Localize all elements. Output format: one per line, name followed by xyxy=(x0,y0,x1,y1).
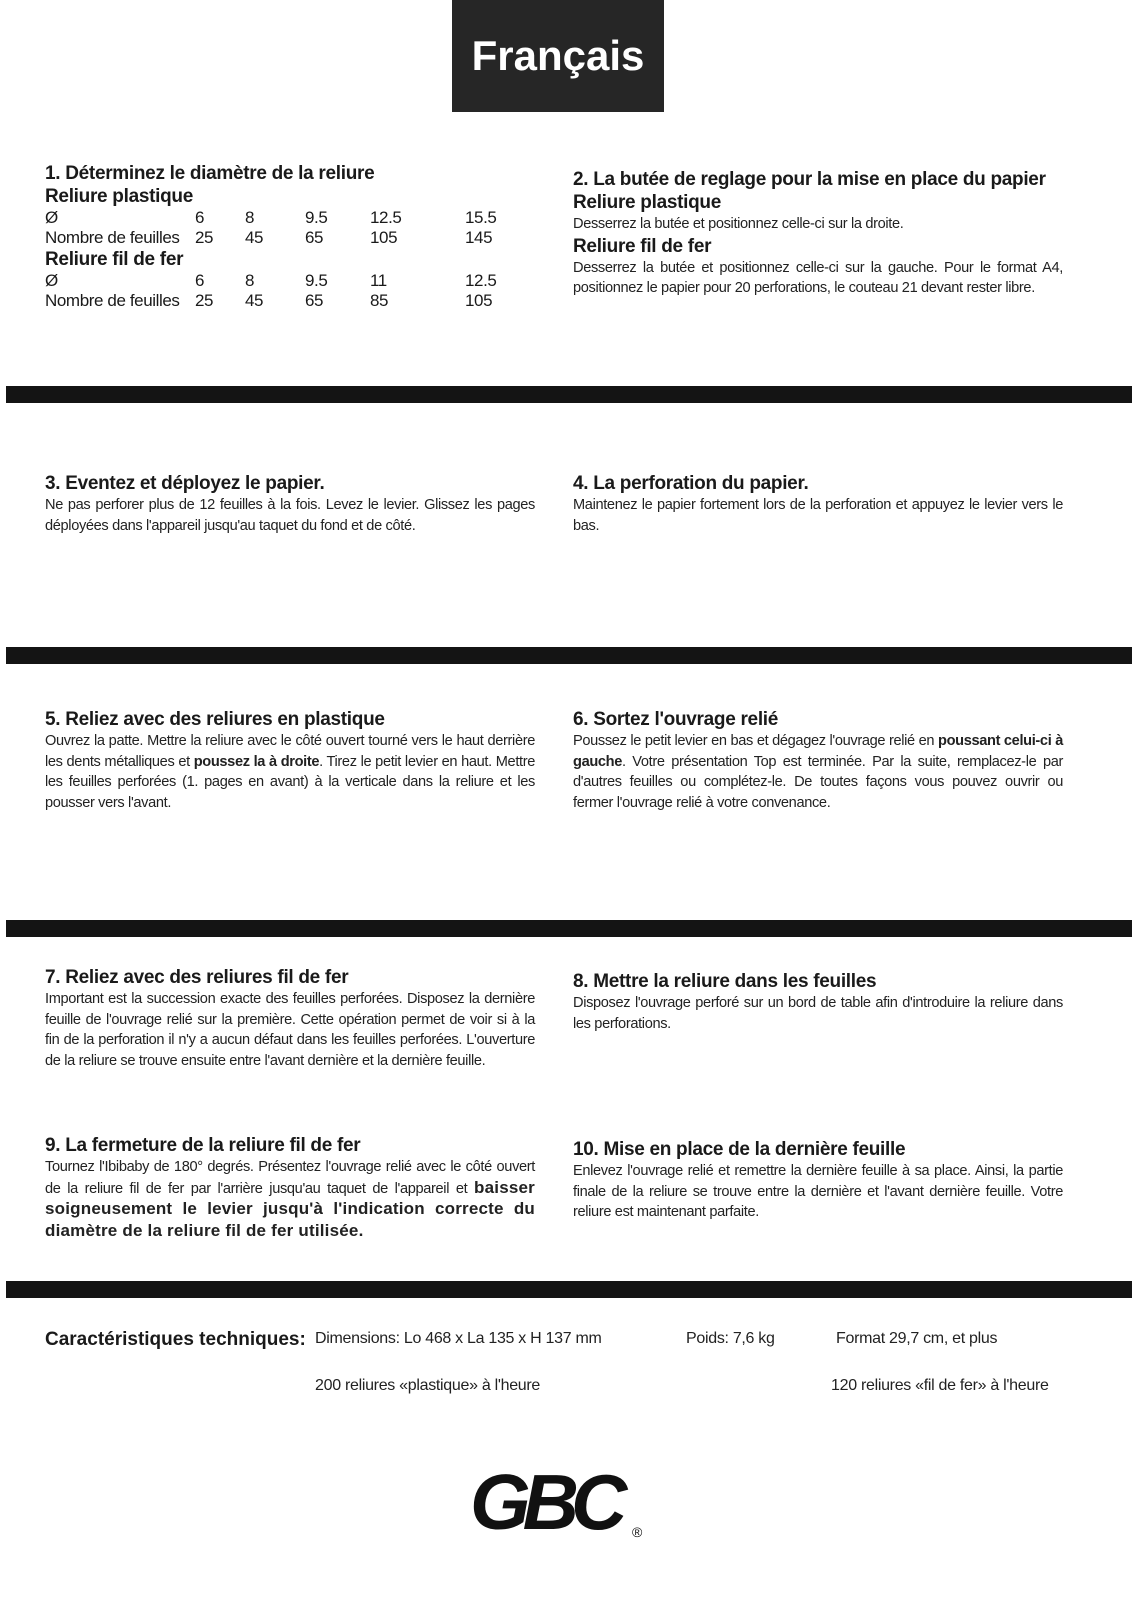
table-cell: 12.5 xyxy=(370,208,402,227)
section-5-title: 5. Reliez avec des reliures en plastique xyxy=(45,709,385,730)
section-3-title: 3. Eventez et déployez le papier. xyxy=(45,473,325,494)
emphasis-text: poussez la à droite xyxy=(193,753,320,770)
table-cell: 25 xyxy=(195,228,214,247)
table-cell: 9.5 xyxy=(305,208,328,227)
section-9-text xyxy=(45,1157,535,1242)
text-run: Ouvrez la patte. Mettre la reliure avec le côté ouvert tourné vers le haut derrière les dents métalliques et xyxy=(45,733,535,770)
emphasis-text: baisser soigneusement le levier jusqu'à l'indication correcte du diamètre de la reliure fil de fer utilisée. xyxy=(45,1177,535,1240)
section-8 xyxy=(573,970,1063,1034)
section-7-text: Important est la succession exacte des feuilles perforées. Disposez la dernière feuille de l'ouvrage relié sur la première. Cette opération permet de voir si à la fin de la perforation il n'y a aucun défaut dans les feuilles perforées. L'ouverture de la reliure se trouve ensuite entre l'avant dernière et la dernière feuille. xyxy=(45,991,535,1069)
diameter-label: Ø xyxy=(45,271,58,290)
tech-wire-rate: 120 reliures «fil de fer» à l'heure xyxy=(831,1377,1049,1394)
section-10-text: Enlevez l'ouvrage relié et remettre la dernière feuille à sa place. Ainsi, la partie finale de la reliure se trouve entre la dernière et l'avant dernière feuille. Votre reliure est maintenant parfaite. xyxy=(573,1163,1063,1220)
text-run: Poussez le petit levier en bas et dégagez l'ouvrage relié en xyxy=(573,733,939,749)
section-4-text: Maintenez le papier fortement lors de la perforation et appuyez le levier vers le bas. xyxy=(573,497,1063,534)
tech-plastic-rate: 200 reliures «plastique» à l'heure xyxy=(315,1377,541,1394)
section-10 xyxy=(573,1138,1063,1223)
table-cell: 65 xyxy=(305,291,324,310)
section-1 xyxy=(45,162,545,311)
table-cell: 85 xyxy=(370,291,389,310)
wire-text: Desserrez la butée et positionnez celle-ci sur la gauche. Pour le format A4, positionnez le papier pour 20 perforations, le couteau 21 devant rester libre. xyxy=(573,259,1063,296)
section-5 xyxy=(45,708,535,813)
section-1-title: 1. Déterminez le diamètre de la reliure xyxy=(45,163,375,184)
plastic-subtitle: Reliure plastique xyxy=(573,192,721,213)
section-10-title: 10. Mise en place de la dernière feuille xyxy=(573,1139,906,1160)
table-cell: 45 xyxy=(245,291,264,310)
table-cell: 105 xyxy=(370,228,398,247)
section-7 xyxy=(45,966,535,1071)
section-3-text: Ne pas perforer plus de 12 feuilles à la fois. Levez le levier. Glissez les pages déployées dans l'appareil jusqu'au taquet du fond et de côté. xyxy=(45,497,535,534)
section-7-title: 7. Reliez avec des reliures fil de fer xyxy=(45,967,349,988)
table-row xyxy=(45,291,515,311)
section-3 xyxy=(45,472,535,536)
emphasis-text: poussant celui-ci à gauche xyxy=(573,733,1064,770)
gbc-logo-graphic xyxy=(462,1455,672,1545)
plastic-spec-title: Reliure plastique xyxy=(45,186,193,207)
section-6 xyxy=(573,708,1063,813)
table-cell: 45 xyxy=(245,228,264,247)
gbc-logo xyxy=(462,1455,672,1545)
text-run: Tournez l'Ibibaby de 180° degrés. Présentez l'ouvrage relié avec le côté ouvert de la reliure fil de fer par l'arrière jusqu'au taquet de l'appareil et xyxy=(45,1159,535,1197)
section-8-title: 8. Mettre la reliure dans les feuilles xyxy=(573,971,877,992)
table-cell: 15.5 xyxy=(465,208,497,227)
table-row xyxy=(45,228,515,248)
table-cell: 8 xyxy=(245,208,255,227)
wire-spec-title: Reliure fil de fer xyxy=(45,249,184,270)
sheets-label: Nombre de feuilles xyxy=(45,291,180,310)
logo-letters: GBC xyxy=(470,1458,620,1545)
divider-bar xyxy=(6,920,1132,937)
table-cell: 25 xyxy=(195,291,214,310)
table-row xyxy=(45,271,515,291)
table-row xyxy=(45,208,515,228)
plastic-text: Desserrez la butée et positionnez celle-ci sur la droite. xyxy=(573,216,904,232)
table-cell: 12.5 xyxy=(465,271,497,290)
language-tab: Français xyxy=(452,0,664,112)
wire-subtitle: Reliure fil de fer xyxy=(573,235,712,257)
table-cell: 6 xyxy=(195,271,205,290)
plastic-spec-table xyxy=(45,208,515,248)
registered-mark: ® xyxy=(632,1524,643,1540)
section-9-title: 9. La fermeture de la reliure fil de fer xyxy=(45,1135,361,1156)
table-cell: 8 xyxy=(245,271,255,290)
section-9 xyxy=(45,1134,535,1242)
section-6-title: 6. Sortez l'ouvrage relié xyxy=(573,709,779,730)
text-run: . Votre présentation Top est terminée. Par la suite, remplacez-le par d'autres feuilles ou complétez-le. De toutes façons vous pouvez ouvrir ou fermer l'ouvrage relié à votre convenance. xyxy=(573,753,1063,811)
table-cell: 105 xyxy=(465,291,493,310)
divider-bar xyxy=(6,1281,1132,1298)
section-2 xyxy=(573,168,1063,299)
section-8-text: Disposez l'ouvrage perforé sur un bord de table afin d'introduire la reliure dans les perforations. xyxy=(573,995,1063,1032)
sheets-label: Nombre de feuilles xyxy=(45,228,180,247)
section-4 xyxy=(573,472,1063,536)
diameter-label: Ø xyxy=(45,208,58,227)
tech-label: Caractéristiques techniques: xyxy=(45,1329,306,1350)
text-run: . Tirez le petit levier en haut. Mettre les feuilles perforées (1. pages en avant) à la verticale dans la reliure et les pousser vers l'avant. xyxy=(45,753,536,811)
divider-bar xyxy=(6,386,1132,403)
tech-dimensions: Dimensions: Lo 468 x La 135 x H 137 mm xyxy=(315,1330,602,1347)
section-5-text xyxy=(45,731,535,813)
table-cell: 9.5 xyxy=(305,271,328,290)
tech-format: Format 29,7 cm, et plus xyxy=(836,1330,998,1347)
table-cell: 65 xyxy=(305,228,324,247)
table-cell: 145 xyxy=(465,228,493,247)
section-6-text xyxy=(573,731,1063,813)
table-cell: 6 xyxy=(195,208,205,227)
divider-bar xyxy=(6,647,1132,664)
tech-weight: Poids: 7,6 kg xyxy=(686,1330,775,1347)
section-2-title: 2. La butée de reglage pour la mise en place du papier xyxy=(573,169,1046,190)
wire-spec-table xyxy=(45,271,515,311)
table-cell: 11 xyxy=(370,271,387,290)
section-4-title: 4. La perforation du papier. xyxy=(573,473,809,494)
